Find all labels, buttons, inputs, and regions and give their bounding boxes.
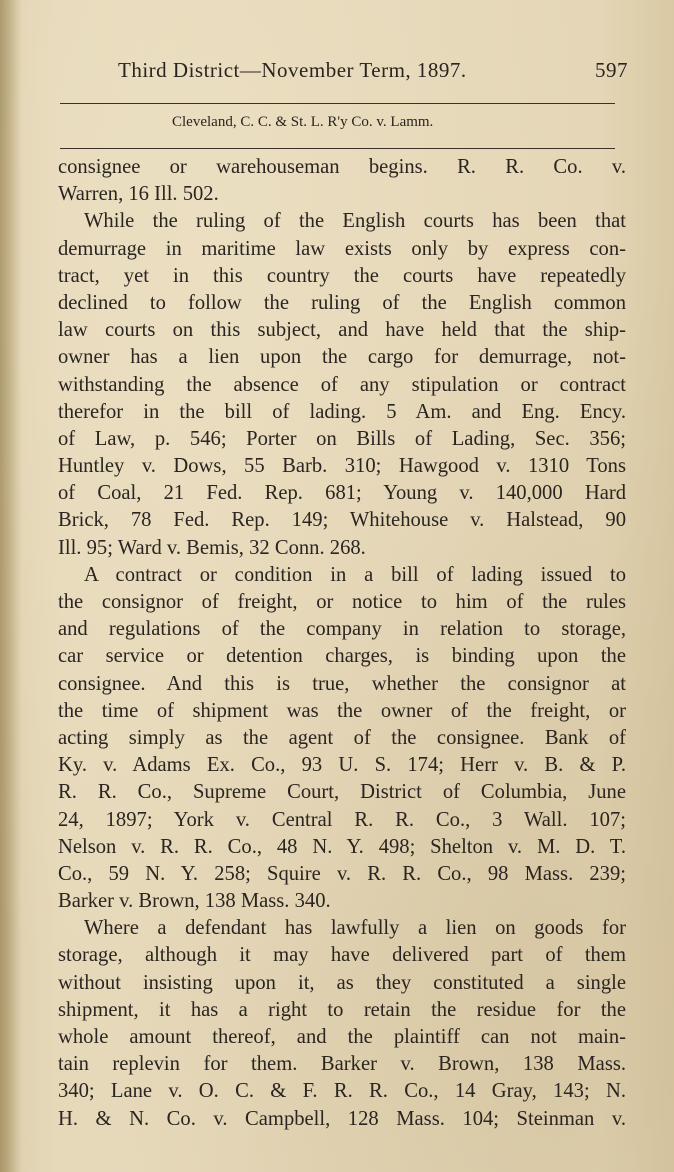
text-line: therefor in the bill of lading. 5 Am. and Eng. Ency. bbox=[58, 400, 626, 423]
text-line: storage, although it may have delivered part of them bbox=[58, 944, 626, 967]
text-line: Brick, 78 Fed. Rep. 149; Whitehouse v. Halstead, 90 bbox=[58, 509, 626, 532]
text-line: consignee or warehouseman begins. R. R. Co. v. bbox=[58, 156, 626, 178]
text-line: consignee. And this is true, whether the consignor at bbox=[58, 672, 626, 695]
text-line: car service or detention charges, is binding upon the bbox=[58, 645, 626, 668]
paragraph-first-line: Where a defendant has lawfully a lien on goods for bbox=[84, 917, 626, 940]
text-line: withstanding the absence of any stipulation or contract bbox=[58, 373, 626, 396]
text-line: and regulations of the company in relation to storage, bbox=[58, 618, 626, 641]
text-line: H. & N. Co. v. Campbell, 128 Mass. 104; Steinman v. bbox=[58, 1107, 626, 1130]
running-head bbox=[118, 58, 628, 88]
text-line: owner has a lien upon the cargo for demurrage, not- bbox=[58, 346, 626, 369]
paragraph-first-line: A contract or condition in a bill of lading issued to bbox=[84, 563, 626, 586]
text-line: the time of shipment was the owner of the freight, or bbox=[58, 699, 626, 722]
running-head-title: Third District—November Term, 1897. bbox=[118, 58, 467, 82]
gutter-shadow bbox=[0, 0, 22, 1172]
page-number: 597 bbox=[595, 58, 628, 82]
text-line: declined to follow the ruling of the English common bbox=[58, 291, 626, 314]
text-line: acting simply as the agent of the consignee. Bank of bbox=[58, 726, 626, 749]
case-caption: Cleveland, C. C. & St. L. R'y Co. v. Lamm. bbox=[172, 114, 434, 130]
text-line: tract, yet in this country the courts have repeatedly bbox=[58, 264, 626, 287]
body-text bbox=[58, 154, 626, 1133]
text-line: law courts on this subject, and have held that the ship- bbox=[58, 319, 626, 342]
text-line: the consignor of freight, or notice to him of the rules bbox=[58, 591, 626, 613]
text-line: Barker v. Brown, 138 Mass. 340. bbox=[58, 890, 331, 913]
text-line: Ill. 95; Ward v. Bemis, 32 Conn. 268. bbox=[58, 536, 366, 559]
text-line: tain replevin for them. Barker v. Brown, 138 Mass. bbox=[58, 1053, 626, 1076]
text-line: of Coal, 21 Fed. Rep. 681; Young v. 140,000 Hard bbox=[58, 482, 626, 505]
caption-rule bbox=[60, 148, 615, 149]
text-line: without insisting upon it, as they constituted a single bbox=[58, 971, 626, 994]
text-line: Ky. v. Adams Ex. Co., 93 U. S. 174; Herr v. B. & P. bbox=[58, 754, 626, 777]
text-line: 340; Lane v. O. C. & F. R. R. Co., 14 Gray, 143; N. bbox=[58, 1080, 626, 1103]
text-line: whole amount thereof, and the plaintiff can not main- bbox=[58, 1026, 626, 1048]
text-line: Co., 59 N. Y. 258; Squire v. R. R. Co., 98 Mass. 239; bbox=[58, 862, 626, 885]
text-line: R. R. Co., Supreme Court, District of Columbia, June bbox=[58, 781, 626, 804]
text-line: shipment, it has a right to retain the residue for the bbox=[58, 998, 626, 1021]
text-line: Huntley v. Dows, 55 Barb. 310; Hawgood v. 1310 Tons bbox=[58, 455, 626, 478]
paragraph-first-line: While the ruling of the English courts has been that bbox=[84, 210, 626, 233]
text-line: of Law, p. 546; Porter on Bills of Lading, Sec. 356; bbox=[58, 427, 626, 450]
text-line: demurrage in maritime law exists only by express con- bbox=[58, 237, 626, 260]
text-line: 24, 1897; York v. Central R. R. Co., 3 Wall. 107; bbox=[58, 808, 626, 831]
header-rule bbox=[60, 103, 615, 104]
text-line: Nelson v. R. R. Co., 48 N. Y. 498; Shelton v. M. D. T. bbox=[58, 835, 626, 858]
text-line: Warren, 16 Ill. 502. bbox=[58, 183, 219, 206]
